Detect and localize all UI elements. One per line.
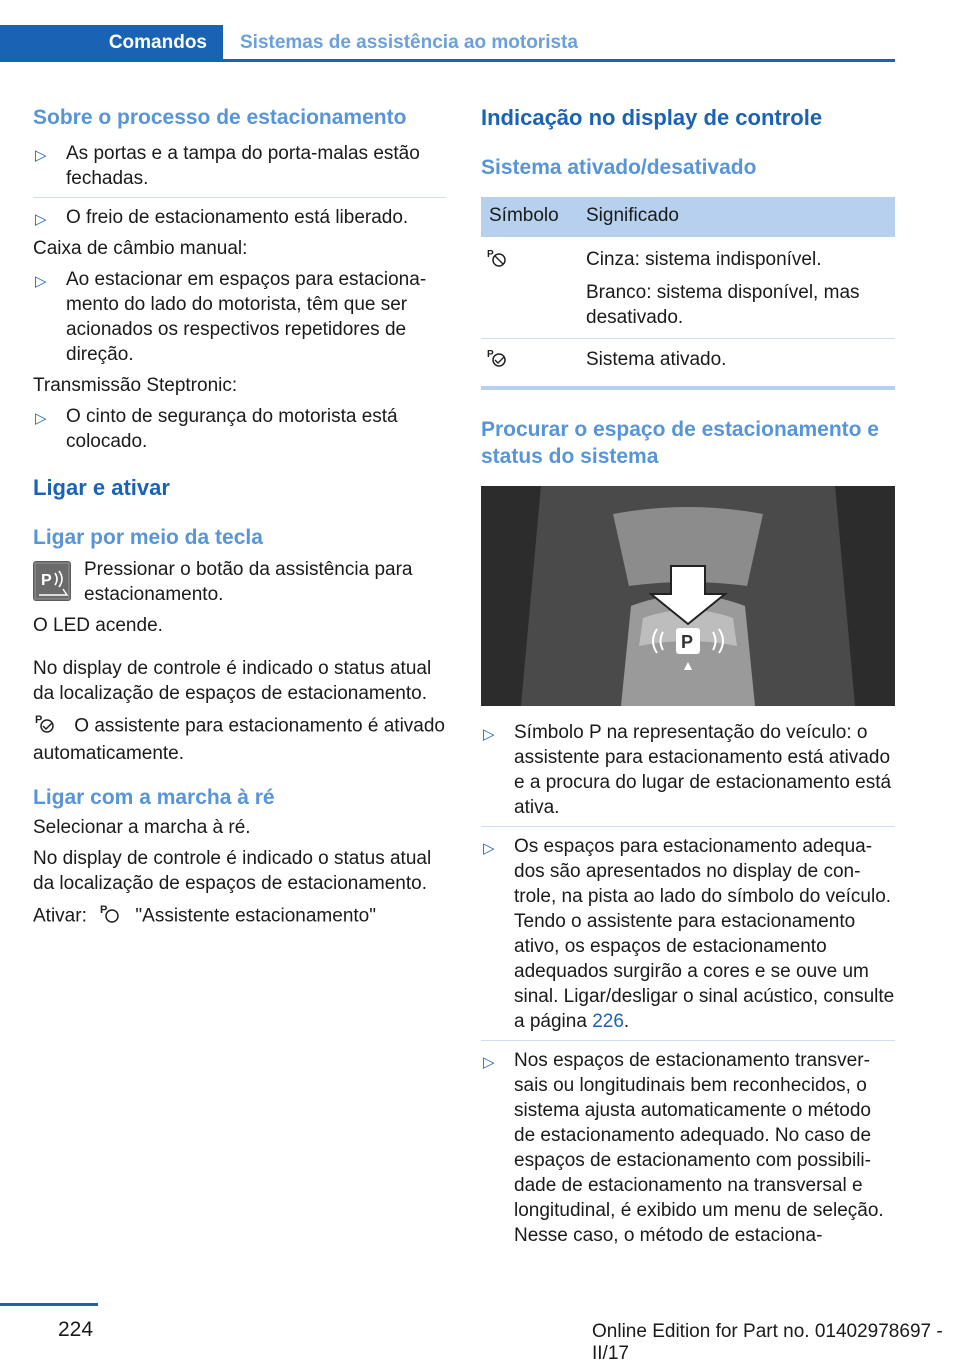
heading-indicacao: Indicação no display de controle [481,105,823,130]
list-item [33,205,446,230]
svg-text:P: P [100,904,108,916]
heading-sobre: Sobre o processo de estacionamento [33,106,407,129]
bullet-triangle-icon: ▷ [35,273,47,290]
list-item [33,267,446,367]
edition-note: Online Edition for Part no. 01402978697 - II/17 [592,1321,943,1364]
table-cell-symbol [481,339,586,387]
heading-tecla: Ligar por meio da tecla [33,526,263,549]
symbol-table [481,197,895,386]
paragraph: Selecionar a marcha à ré. [33,817,251,838]
list-item-text: Símbolo P na representação do veículo: o assistente para estacionamento está ativado e a procura do lugar de estacionamento está ativa. [514,722,892,818]
paragraph [33,902,446,931]
heading-procurar: Procurar o espaço de estacionamento e status do sistema [481,418,879,468]
list-item [481,834,895,1034]
list-item [33,404,446,454]
heading-sistema: Sistema ativado/desativado [481,156,757,179]
list-item-text: As portas e a tampa do porta-malas estão fechadas. [66,143,420,189]
tab-sistemas-assistencia[interactable]: Sistemas de assistência ao motorista [240,32,578,53]
paragraph: Transmissão Steptronic: [33,375,238,396]
ativar-label: Ativar: [33,905,87,927]
bullet-triangle-icon: ▷ [35,147,47,164]
paragraph: No display de controle é indicado o status atual da localização de espaços de estacionamento. [33,848,432,894]
left-column [33,100,446,931]
list-item-text [514,836,894,1032]
paragraph-text: O assistente para estacionamento é ativado automaticamente. [33,715,446,764]
svg-text:P: P [41,572,52,589]
header [0,25,895,61]
park-assist-icon [33,712,69,741]
table-cell-meaning [586,237,895,339]
heading-marcha: Ligar com a marcha à ré [33,786,275,809]
bullet-triangle-icon: ▷ [483,840,495,857]
parking-display-image [481,486,895,706]
divider [481,1040,895,1041]
list-item-text: O freio de estacionamento está liberado. [66,207,409,228]
button-instruction [33,557,446,607]
page-link[interactable]: 226 [592,1011,624,1032]
paragraph: Pressionar o botão da assistência para estacionamento. [84,559,413,605]
list-item-text: Nos espaços de estacionamento transversais ou longitudinais bem reconhecidos, o sistema ajusta automaticamente o método de estacionamento adequado. No caso de espaços de estacionamento com possibilidade de estacionamento na transversal e longitudinal, é exibido um menu de seleção. Nesse caso, o método de estaciona- [514,1050,884,1246]
list-item-text: Ao estacionar em espaços para estacionamento do lado do motorista, têm que ser acionados os respectivos repetidores de direção. [66,269,427,365]
svg-text:P: P [487,249,494,260]
park-assist-on-icon [485,349,515,374]
table-header-row [481,197,895,237]
bullet-triangle-icon: ▷ [483,726,495,743]
svg-text:P: P [487,349,494,360]
heading-ligar: Ligar e ativar [33,475,170,500]
page-number: 224 [58,1318,94,1341]
divider [481,826,895,827]
paragraph [33,712,446,766]
header-rule [0,59,895,62]
table-row [481,339,895,387]
paragraph: No display de controle é indicado o status atual da localização de espaços de estacionamento. [33,658,432,704]
list-item [481,1048,895,1248]
park-assist-off-icon [485,249,515,274]
bullet-triangle-icon: ▷ [35,410,47,427]
paragraph: Caixa de câmbio manual: [33,238,248,259]
table-header-cell: Significado [586,197,895,237]
tab-comandos[interactable]: Comandos [0,25,223,61]
table-cell-symbol [481,237,586,339]
svg-text:P: P [35,714,43,726]
bullet-triangle-icon: ▷ [35,211,47,228]
list-item-text-end: . [623,1011,630,1032]
table-cell-text: Branco: sistema disponível, mas desativado. [586,282,860,328]
right-column [481,100,895,1248]
svg-text:P: P [681,632,694,652]
list-item [33,141,446,191]
table-row [481,237,895,339]
paragraph: O LED acende. [33,615,163,636]
menu-item-reference: "Assistente estacionamento" [135,905,376,927]
park-assist-icon [96,902,126,931]
divider [33,197,446,198]
table-cell-meaning: Sistema ativado. [586,349,727,370]
list-item [481,720,895,820]
table-cell-text: Cinza: sistema indisponível. [586,249,822,270]
bullet-triangle-icon: ▷ [483,1054,495,1071]
park-assist-button-icon [33,561,71,601]
footer-rule [0,1303,98,1306]
table-header-cell: Símbolo [481,197,586,237]
list-item-text: O cinto de segurança do motorista está colocado. [66,406,398,452]
list-item-text-body: Os espaços para estacionamento adequados são apresentados no display de controle, na pista ao lado do símbolo do veículo. Tendo o assistente para estacionamento ativo, os espaços de estacionamento adequados surgirão a cores e se ouve um sinal. Ligar/desligar o sinal acústico, consulte a página [514,836,895,1032]
